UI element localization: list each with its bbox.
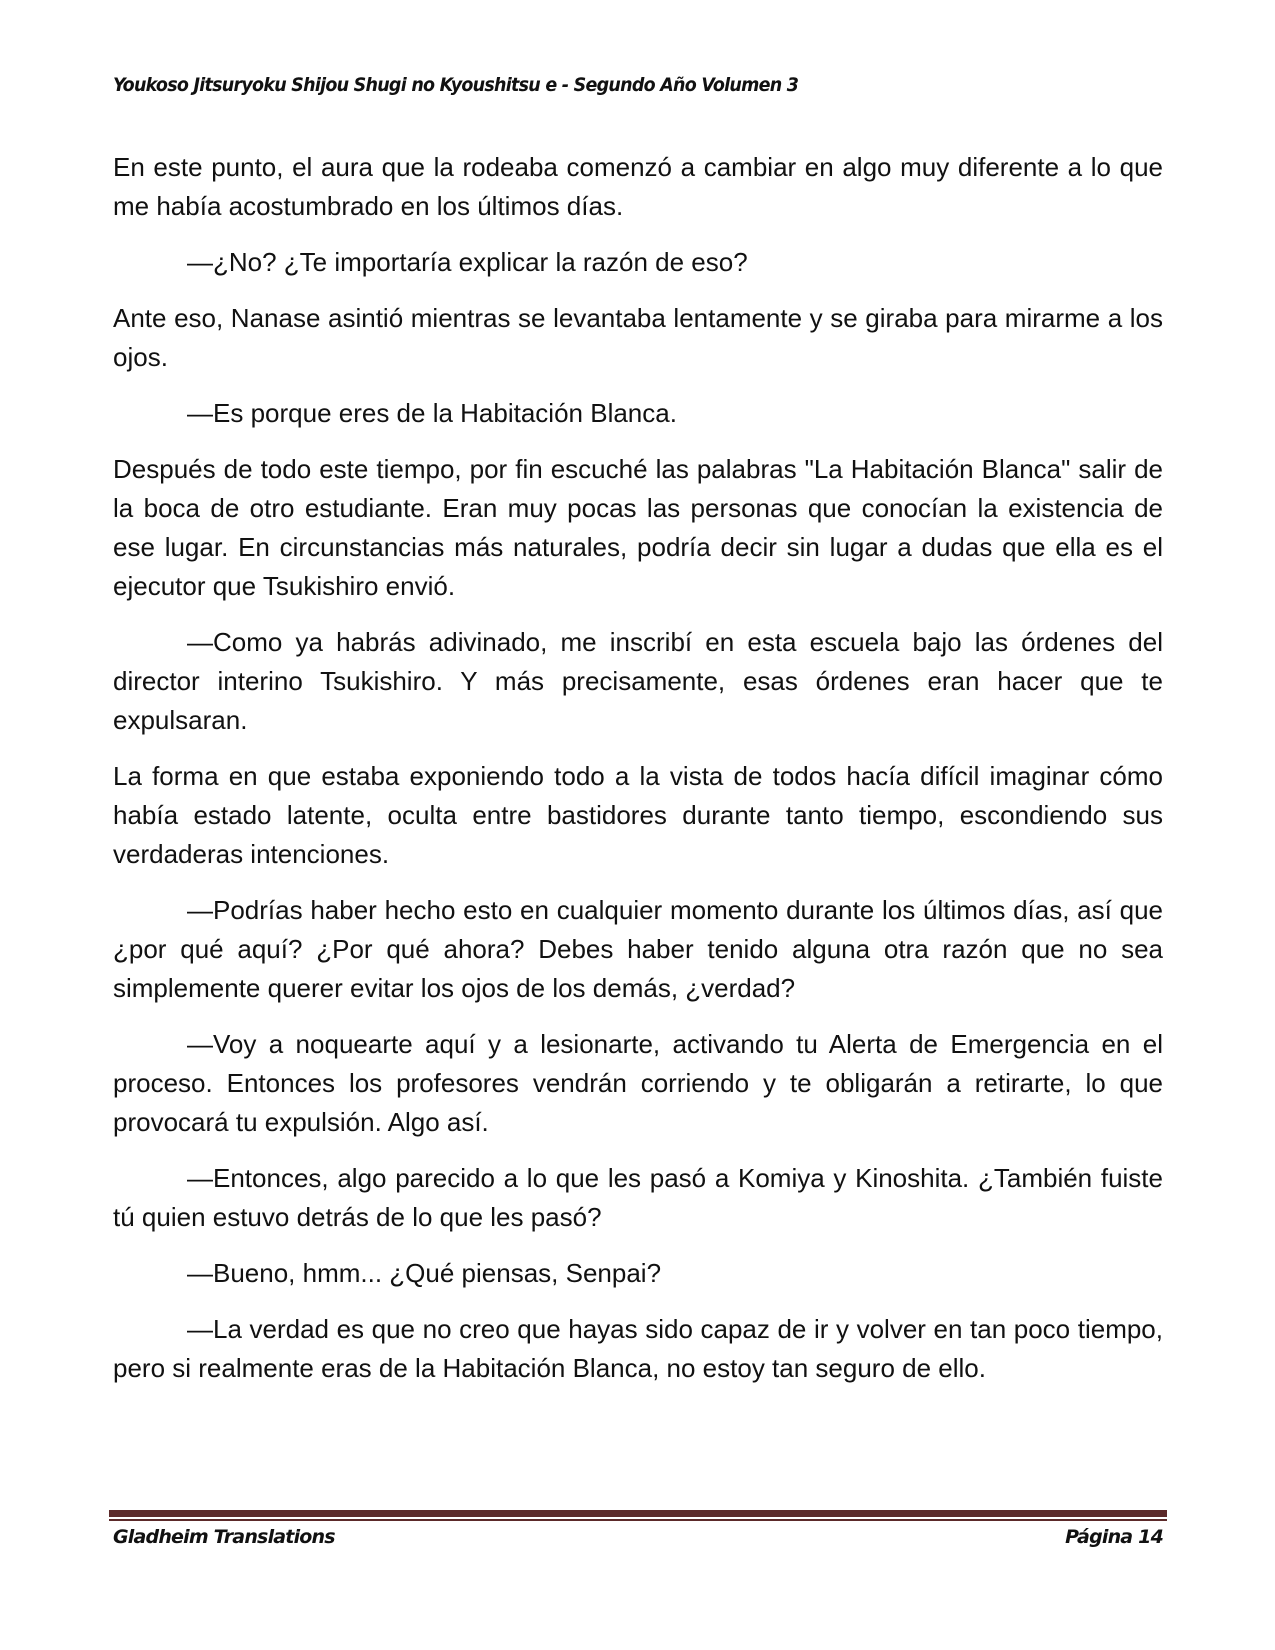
paragraph: Ante eso, Nanase asintió mientras se levantaba lentamente y se giraba para mirarme a los ojos. bbox=[113, 303, 1163, 372]
footer-credit: Gladheim Translations bbox=[113, 1526, 335, 1548]
dialogue-paragraph: —Es porque eres de la Habitación Blanca. bbox=[187, 398, 677, 428]
paragraph: En este punto, el aura que la rodeaba comenzó a cambiar en algo muy diferente a lo que me había acostumbrado en los últimos días. bbox=[113, 152, 1163, 221]
dialogue-paragraph: —Podrías haber hecho esto en cualquier momento durante los últimos días, así que ¿por qué aquí? ¿Por qué ahora? Debes haber tenido alguna otra razón que no sea simplemente querer evitar los ojos de los demás, ¿verdad? bbox=[113, 895, 1163, 1003]
dialogue-paragraph: —Voy a noquearte aquí y a lesionarte, activando tu Alerta de Emergencia en el proceso. Entonces los profesores vendrán corriendo y te obligarán a retirarte, lo que provocará tu expulsión. Algo así. bbox=[113, 1029, 1163, 1137]
dialogue-paragraph: —Bueno, hmm... ¿Qué piensas, Senpai? bbox=[187, 1258, 662, 1288]
dialogue-paragraph: —Entonces, algo parecido a lo que les pasó a Komiya y Kinoshita. ¿También fuiste tú quien estuvo detrás de lo que les pasó? bbox=[113, 1163, 1163, 1232]
dialogue-paragraph: —La verdad es que no creo que hayas sido capaz de ir y volver en tan poco tiempo, pero si realmente eras de la Habitación Blanca, no estoy tan seguro de ello. bbox=[113, 1314, 1163, 1383]
footer-rule-thick bbox=[109, 1510, 1167, 1517]
page-body bbox=[113, 148, 1163, 1405]
footer-rule-thin bbox=[109, 1519, 1167, 1521]
paragraph: La forma en que estaba exponiendo todo a la vista de todos hacía difícil imaginar cómo había estado latente, oculta entre bastidores durante tanto tiempo, escondiendo sus verdaderas intenciones. bbox=[113, 761, 1163, 869]
running-header: Youkoso Jitsuryoku Shijou Shugi no Kyoushitsu e - Segundo Año Volumen 3 bbox=[113, 74, 799, 96]
paragraph: Después de todo este tiempo, por fin escuché las palabras "La Habitación Blanca" salir de la boca de otro estudiante. Eran muy pocas las personas que conocían la existencia de ese lugar. En circunstancias más naturales, podría decir sin lugar a dudas que ella es el ejecutor que Tsukishiro envió. bbox=[113, 454, 1163, 601]
dialogue-paragraph: —Como ya habrás adivinado, me inscribí en esta escuela bajo las órdenes del director interino Tsukishiro. Y más precisamente, esas órdenes eran hacer que te expulsaran. bbox=[113, 627, 1163, 735]
dialogue-paragraph: —¿No? ¿Te importaría explicar la razón de eso? bbox=[187, 247, 748, 277]
page-number: Página 14 bbox=[1065, 1526, 1163, 1548]
